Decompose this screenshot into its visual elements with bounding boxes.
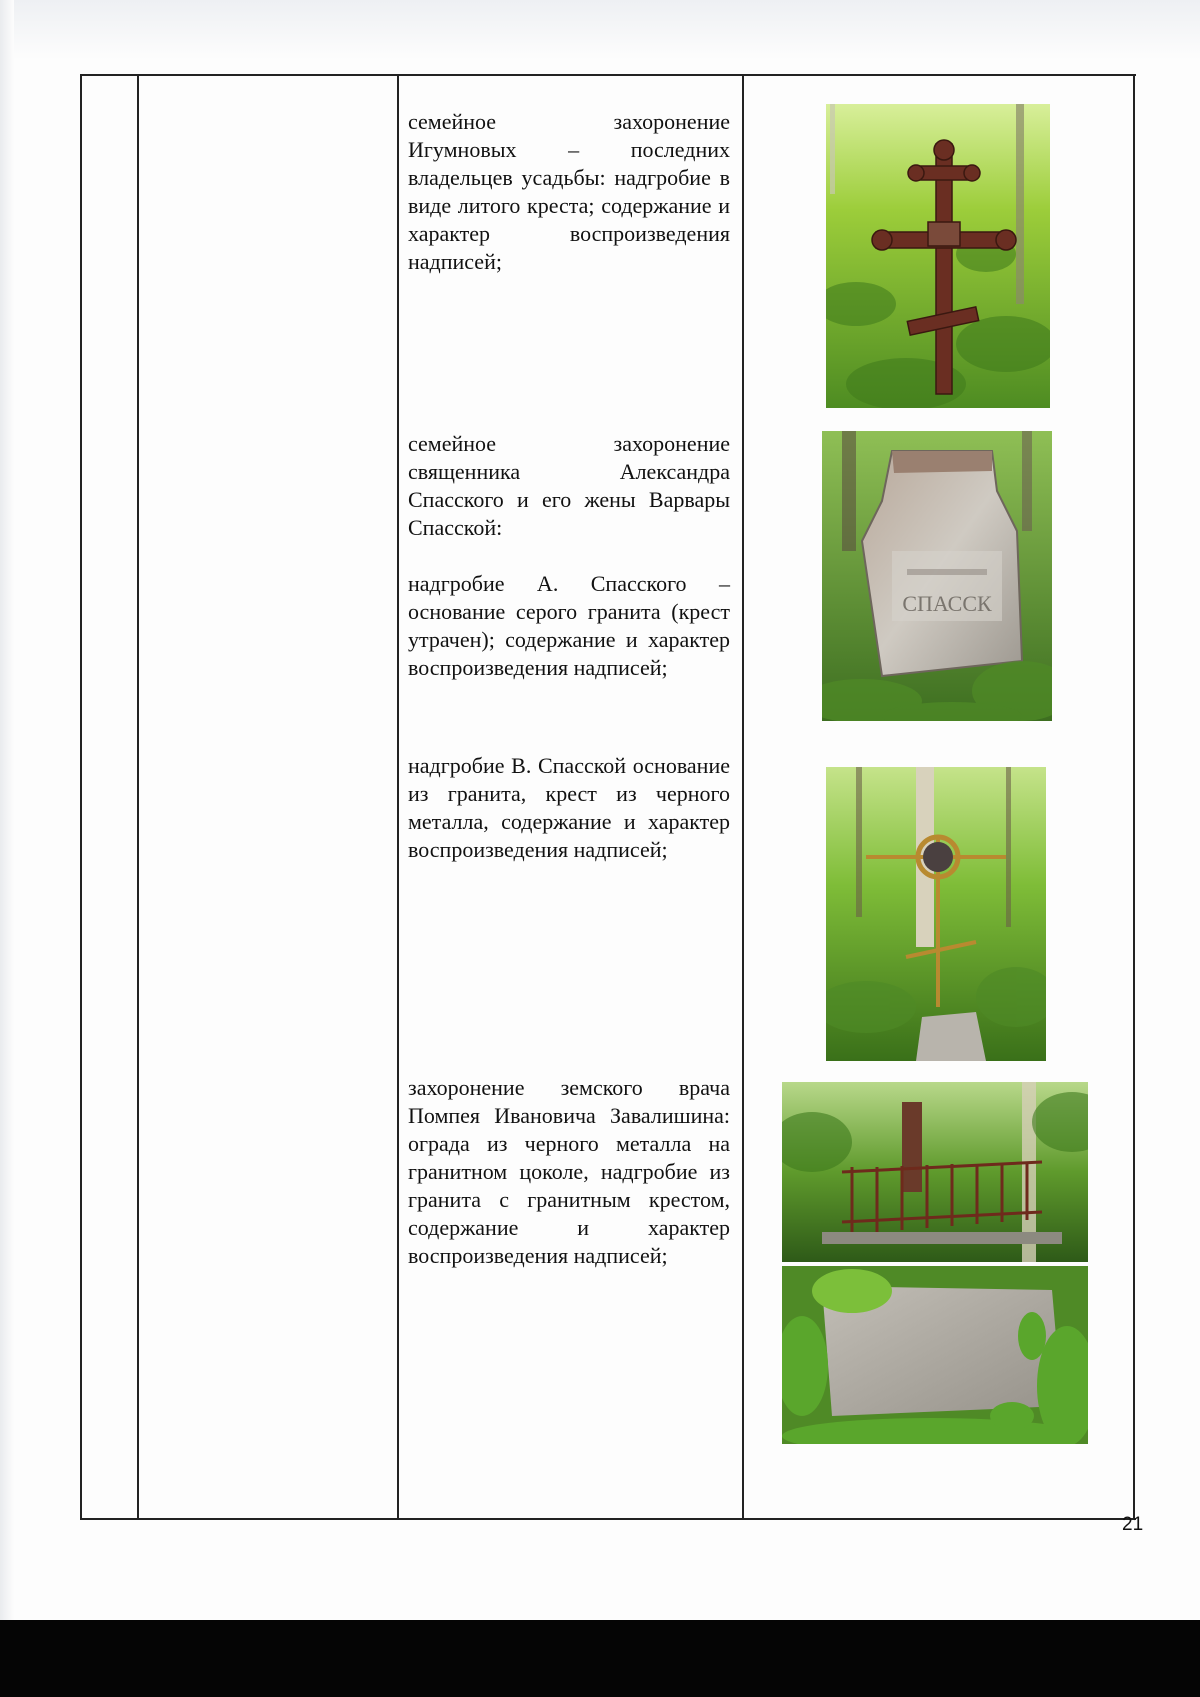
entry-paragraph: надгробие В. Спасской основание из гранита, крест из черного металла, содержание и характер воспроизведения надписей; xyxy=(408,753,730,862)
table-col-border-2 xyxy=(137,74,139,1520)
entry-paragraph: надгробие А. Спасского –основание серого гранита (крест утрачен); содержание и характер воспроизведения надписей; xyxy=(408,571,730,680)
photo-inscription-text: СПАССК xyxy=(902,591,992,616)
photo-cast-cross xyxy=(826,104,1050,408)
entry-igumnov-burial xyxy=(408,108,730,276)
entry-paragraph: семейное захоронение священника Александра Спасского и его жены Варвары Спасской: xyxy=(408,431,730,540)
page-number: 21 xyxy=(1122,1514,1144,1535)
table-bottom-border xyxy=(80,1518,1136,1520)
entry-zavalishin-burial xyxy=(408,1074,730,1270)
table-col-border-5 xyxy=(1133,74,1135,1520)
table-top-border xyxy=(80,74,1136,76)
table-col-border-4 xyxy=(742,74,744,1520)
scan-bottom-bar xyxy=(0,1620,1200,1697)
scan-left-edge xyxy=(0,0,14,1620)
entry-spassky-family-burial xyxy=(408,430,730,682)
photo-spassky-granite-base xyxy=(822,431,1052,721)
table-col-border-3 xyxy=(397,74,399,1520)
table-col-border-1 xyxy=(80,74,82,1520)
photo-zavalishin-railing xyxy=(782,1082,1088,1262)
scan-top-shadow xyxy=(0,0,1200,60)
photo-zavalishin-granite xyxy=(782,1266,1088,1444)
entry-paragraph: захоронение земского врача Помпея Ивановича Завалишина: ограда из черного металла на гранитном цоколе, надгробие из гранита с гранитным крестом, содержание и характер воспроизведения надписей; xyxy=(408,1075,730,1268)
entry-paragraph: семейное захоронение Игумновых – последних владельцев усадьбы: надгробие в виде литого креста; содержание и характер воспроизведения надписей; xyxy=(408,109,730,274)
photo-spasskaya-metal-cross xyxy=(826,767,1046,1061)
entry-v-spasskaya-gravestone xyxy=(408,752,730,864)
